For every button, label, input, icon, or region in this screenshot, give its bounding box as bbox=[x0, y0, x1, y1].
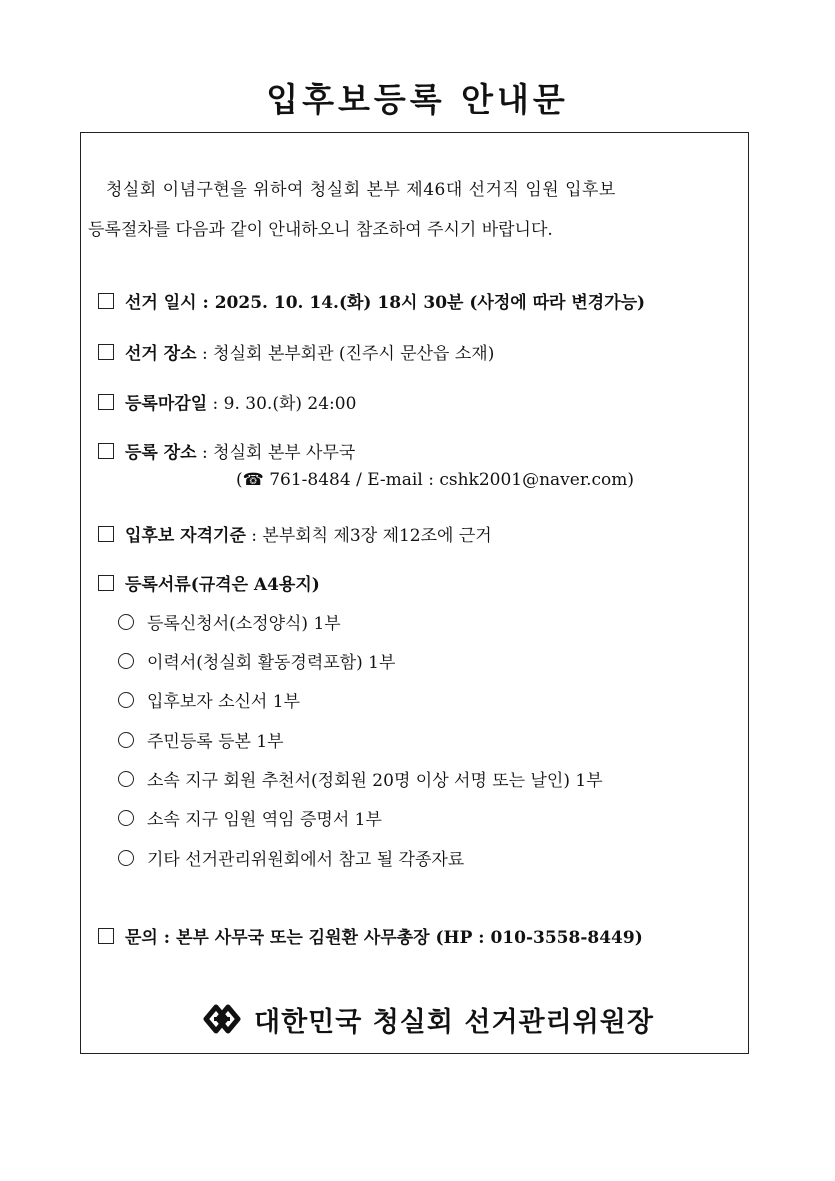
circle-bullet-icon bbox=[118, 732, 134, 748]
item-qualification: 입후보 자격기준 : 본부회칙 제3장 제12조에 근거 bbox=[98, 521, 492, 546]
document-item: 주민등록 등본 1부 bbox=[118, 727, 284, 752]
item-inquiry: 문의 : 본부 사무국 또는 김원환 사무총장 (HP : 010-3558-8449) bbox=[98, 923, 643, 948]
item-registration-place: 등록 장소 : 청실회 본부 사무국 bbox=[98, 438, 355, 463]
cheongsil-logo-icon bbox=[200, 999, 244, 1039]
item-registration-deadline: 등록마감일 : 9. 30.(화) 24:00 bbox=[98, 389, 356, 414]
document-item: 이력서(청실회 활동경력포함) 1부 bbox=[118, 648, 395, 673]
item-election-place: 선거 장소 : 청실회 본부회관 (진주시 문산읍 소재) bbox=[98, 339, 494, 364]
checkbox-icon bbox=[98, 575, 114, 591]
circle-bullet-icon bbox=[118, 810, 134, 826]
item-election-date: 선거 일시 : 2025. 10. 14.(화) 18시 30분 (사정에 따라 변경가능) bbox=[98, 288, 645, 313]
circle-bullet-icon bbox=[118, 653, 134, 669]
intro-paragraph bbox=[88, 170, 748, 250]
document-item: 등록신청서(소정양식) 1부 bbox=[118, 609, 341, 634]
signature-block bbox=[200, 996, 654, 1042]
circle-bullet-icon bbox=[118, 692, 134, 708]
checkbox-icon bbox=[98, 928, 114, 944]
checkbox-icon bbox=[98, 443, 114, 459]
committee-chair-signature: 대한민국 청실회 선거관리위원장 bbox=[254, 1006, 654, 1038]
item-documents: 등록서류(규격은 A4용지) bbox=[98, 570, 320, 595]
intro-line-2: 등록절차를 다음과 같이 안내하오니 참조하여 주시기 바랍니다. bbox=[88, 220, 553, 240]
checkbox-icon bbox=[98, 394, 114, 410]
checkbox-icon bbox=[98, 293, 114, 309]
document-item: 입후보자 소신서 1부 bbox=[118, 687, 300, 712]
page-title: 입후보등록 안내문 bbox=[266, 80, 569, 119]
circle-bullet-icon bbox=[118, 771, 134, 787]
checkbox-icon bbox=[98, 344, 114, 360]
document-item: 기타 선거관리위원회에서 참고 될 각종자료 bbox=[118, 845, 464, 870]
document-item: 소속 지구 임원 역임 증명서 1부 bbox=[118, 805, 382, 830]
circle-bullet-icon bbox=[118, 614, 134, 630]
circle-bullet-icon bbox=[118, 850, 134, 866]
intro-line-1: 청실회 이념구현을 위하여 청실회 본부 제46대 선거직 임원 입후보 bbox=[106, 180, 616, 200]
document-item: 소속 지구 회원 추천서(정회원 20명 이상 서명 또는 날인) 1부 bbox=[118, 766, 603, 791]
checkbox-icon bbox=[98, 526, 114, 542]
office-contact: (☎ 761-8484 / E-mail : cshk2001@naver.com) bbox=[236, 470, 635, 490]
